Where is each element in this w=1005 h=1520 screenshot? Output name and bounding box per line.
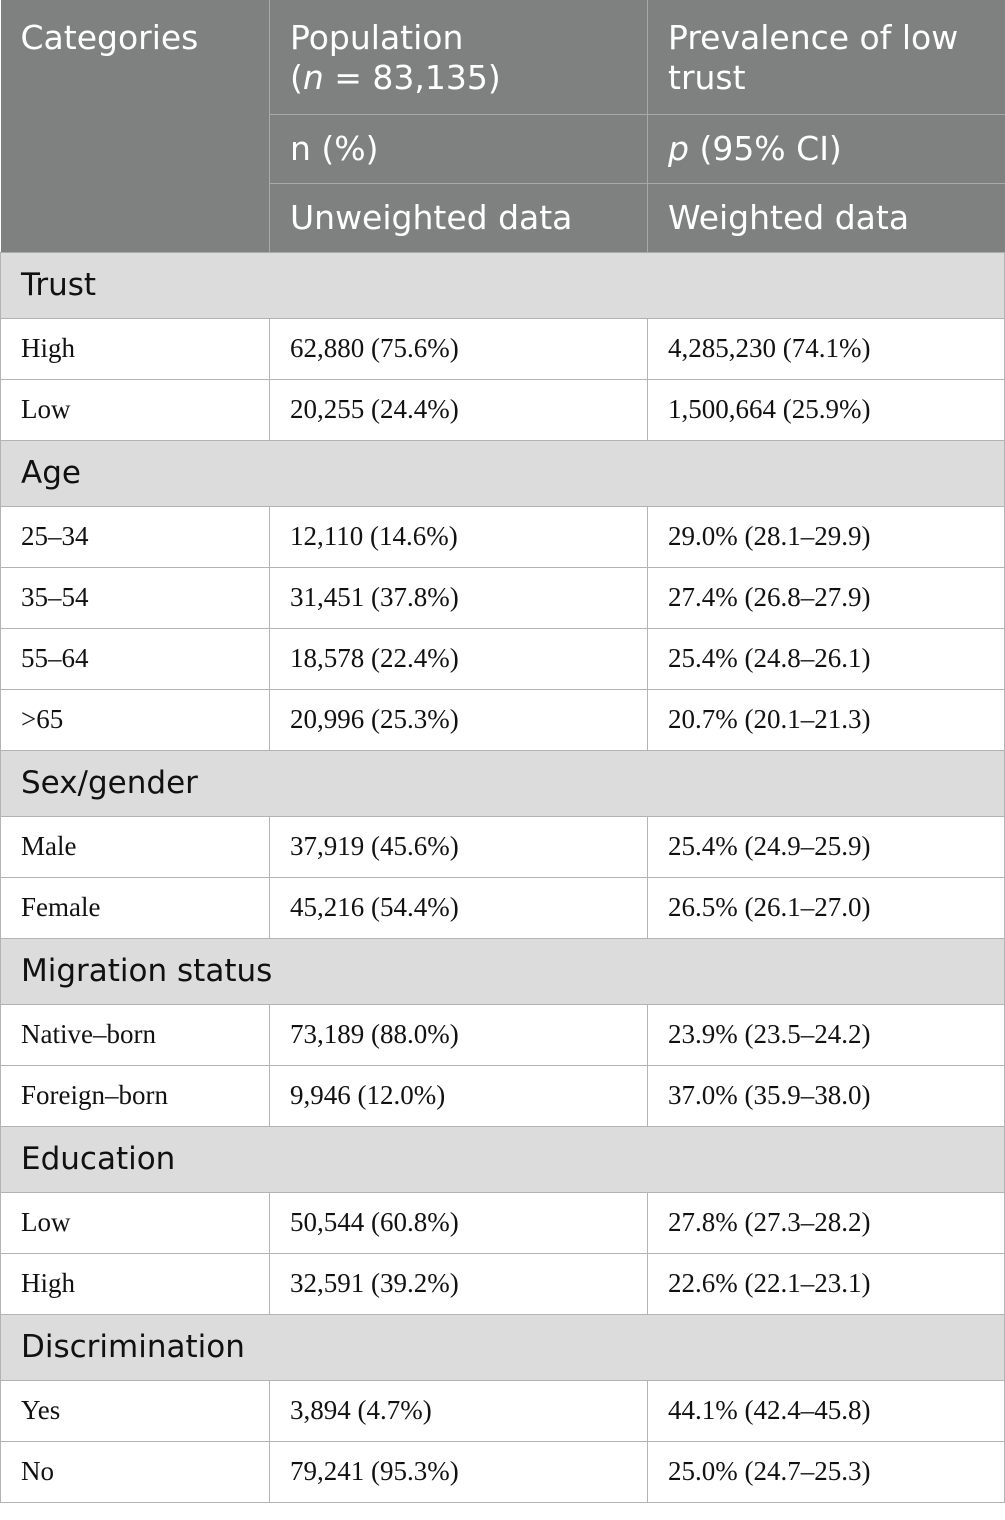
section-title: Discrimination xyxy=(1,1314,1005,1380)
cell-prevalence: 20.7% (20.1–21.3) xyxy=(648,689,1005,750)
header-weighted xyxy=(648,183,1005,252)
cell-prevalence: 27.8% (27.3–28.2) xyxy=(648,1192,1005,1253)
header-population-label: Population xyxy=(290,18,464,57)
cell-prevalence: 1,500,664 (25.9%) xyxy=(648,379,1005,440)
cell-category: 25–34 xyxy=(1,506,270,567)
cell-population: 18,578 (22.4%) xyxy=(270,628,648,689)
section-row xyxy=(1,938,1005,1004)
header-ci-label: (95% CI) xyxy=(688,128,842,168)
header-n-pct-label: n (%) xyxy=(290,128,379,168)
section-title: Age xyxy=(1,440,1005,506)
cell-category: Male xyxy=(1,816,270,877)
cell-prevalence: 22.6% (22.1–23.1) xyxy=(648,1253,1005,1314)
section-row xyxy=(1,1126,1005,1192)
table-row xyxy=(1,1253,1005,1314)
cell-prevalence: 25.0% (24.7–25.3) xyxy=(648,1441,1005,1502)
section-title: Sex/gender xyxy=(1,750,1005,816)
cell-population: 45,216 (54.4%) xyxy=(270,877,648,938)
table-row xyxy=(1,506,1005,567)
section-title: Education xyxy=(1,1126,1005,1192)
cell-category: Female xyxy=(1,877,270,938)
cell-population: 3,894 (4.7%) xyxy=(270,1380,648,1441)
cell-prevalence: 29.0% (28.1–29.9) xyxy=(648,506,1005,567)
cell-category: Foreign–born xyxy=(1,1065,270,1126)
cell-population: 73,189 (88.0%) xyxy=(270,1004,648,1065)
cell-population: 50,544 (60.8%) xyxy=(270,1192,648,1253)
cell-category: High xyxy=(1,318,270,379)
cell-category: Native–born xyxy=(1,1004,270,1065)
table-body xyxy=(1,252,1005,1502)
cell-prevalence: 37.0% (35.9–38.0) xyxy=(648,1065,1005,1126)
header-n-pct xyxy=(270,114,648,183)
cell-population: 31,451 (37.8%) xyxy=(270,567,648,628)
table-row xyxy=(1,1441,1005,1502)
cell-population: 12,110 (14.6%) xyxy=(270,506,648,567)
header-prevalence-label: Prevalence of low trust xyxy=(668,18,959,97)
header-unweighted-label: Unweighted data xyxy=(290,197,573,237)
cell-population: 32,591 (39.2%) xyxy=(270,1253,648,1314)
cell-prevalence: 25.4% (24.9–25.9) xyxy=(648,816,1005,877)
cell-category: Low xyxy=(1,1192,270,1253)
header-weighted-label: Weighted data xyxy=(668,197,910,237)
cell-prevalence: 4,285,230 (74.1%) xyxy=(648,318,1005,379)
cell-category: Yes xyxy=(1,1380,270,1441)
cell-prevalence: 23.9% (23.5–24.2) xyxy=(648,1004,1005,1065)
header-population-n: n xyxy=(302,58,324,97)
table-row xyxy=(1,1192,1005,1253)
table-row xyxy=(1,1380,1005,1441)
header-row-1 xyxy=(1,0,1005,114)
cell-category: No xyxy=(1,1441,270,1502)
header-population-count: = 83,135) xyxy=(323,58,501,97)
section-row xyxy=(1,440,1005,506)
header-unweighted xyxy=(270,183,648,252)
cell-category: Low xyxy=(1,379,270,440)
table-row xyxy=(1,318,1005,379)
header-population-open: ( xyxy=(290,58,303,97)
cell-category: >65 xyxy=(1,689,270,750)
cell-population: 20,255 (24.4%) xyxy=(270,379,648,440)
table-row xyxy=(1,567,1005,628)
header-population xyxy=(270,0,648,114)
table-row xyxy=(1,1004,1005,1065)
table-header xyxy=(1,0,1005,252)
header-p-label: p xyxy=(668,128,689,168)
cell-prevalence: 27.4% (26.8–27.9) xyxy=(648,567,1005,628)
header-categories xyxy=(1,0,270,252)
cell-prevalence: 25.4% (24.8–26.1) xyxy=(648,628,1005,689)
cell-prevalence: 26.5% (26.1–27.0) xyxy=(648,877,1005,938)
header-p-ci xyxy=(648,114,1005,183)
cell-category: High xyxy=(1,1253,270,1314)
cell-population: 9,946 (12.0%) xyxy=(270,1065,648,1126)
table-row xyxy=(1,379,1005,440)
section-title: Migration status xyxy=(1,938,1005,1004)
cell-category: 55–64 xyxy=(1,628,270,689)
table-row xyxy=(1,877,1005,938)
section-title: Trust xyxy=(1,252,1005,318)
header-categories-label: Categories xyxy=(20,18,199,57)
table-row xyxy=(1,689,1005,750)
cell-population: 37,919 (45.6%) xyxy=(270,816,648,877)
cell-prevalence: 44.1% (42.4–45.8) xyxy=(648,1380,1005,1441)
section-row xyxy=(1,1314,1005,1380)
cell-population: 79,241 (95.3%) xyxy=(270,1441,648,1502)
cell-population: 20,996 (25.3%) xyxy=(270,689,648,750)
table-row xyxy=(1,816,1005,877)
section-row xyxy=(1,252,1005,318)
header-prevalence xyxy=(648,0,1005,114)
section-row xyxy=(1,750,1005,816)
table-row xyxy=(1,628,1005,689)
cell-category: 35–54 xyxy=(1,567,270,628)
table-row xyxy=(1,1065,1005,1126)
cell-population: 62,880 (75.6%) xyxy=(270,318,648,379)
